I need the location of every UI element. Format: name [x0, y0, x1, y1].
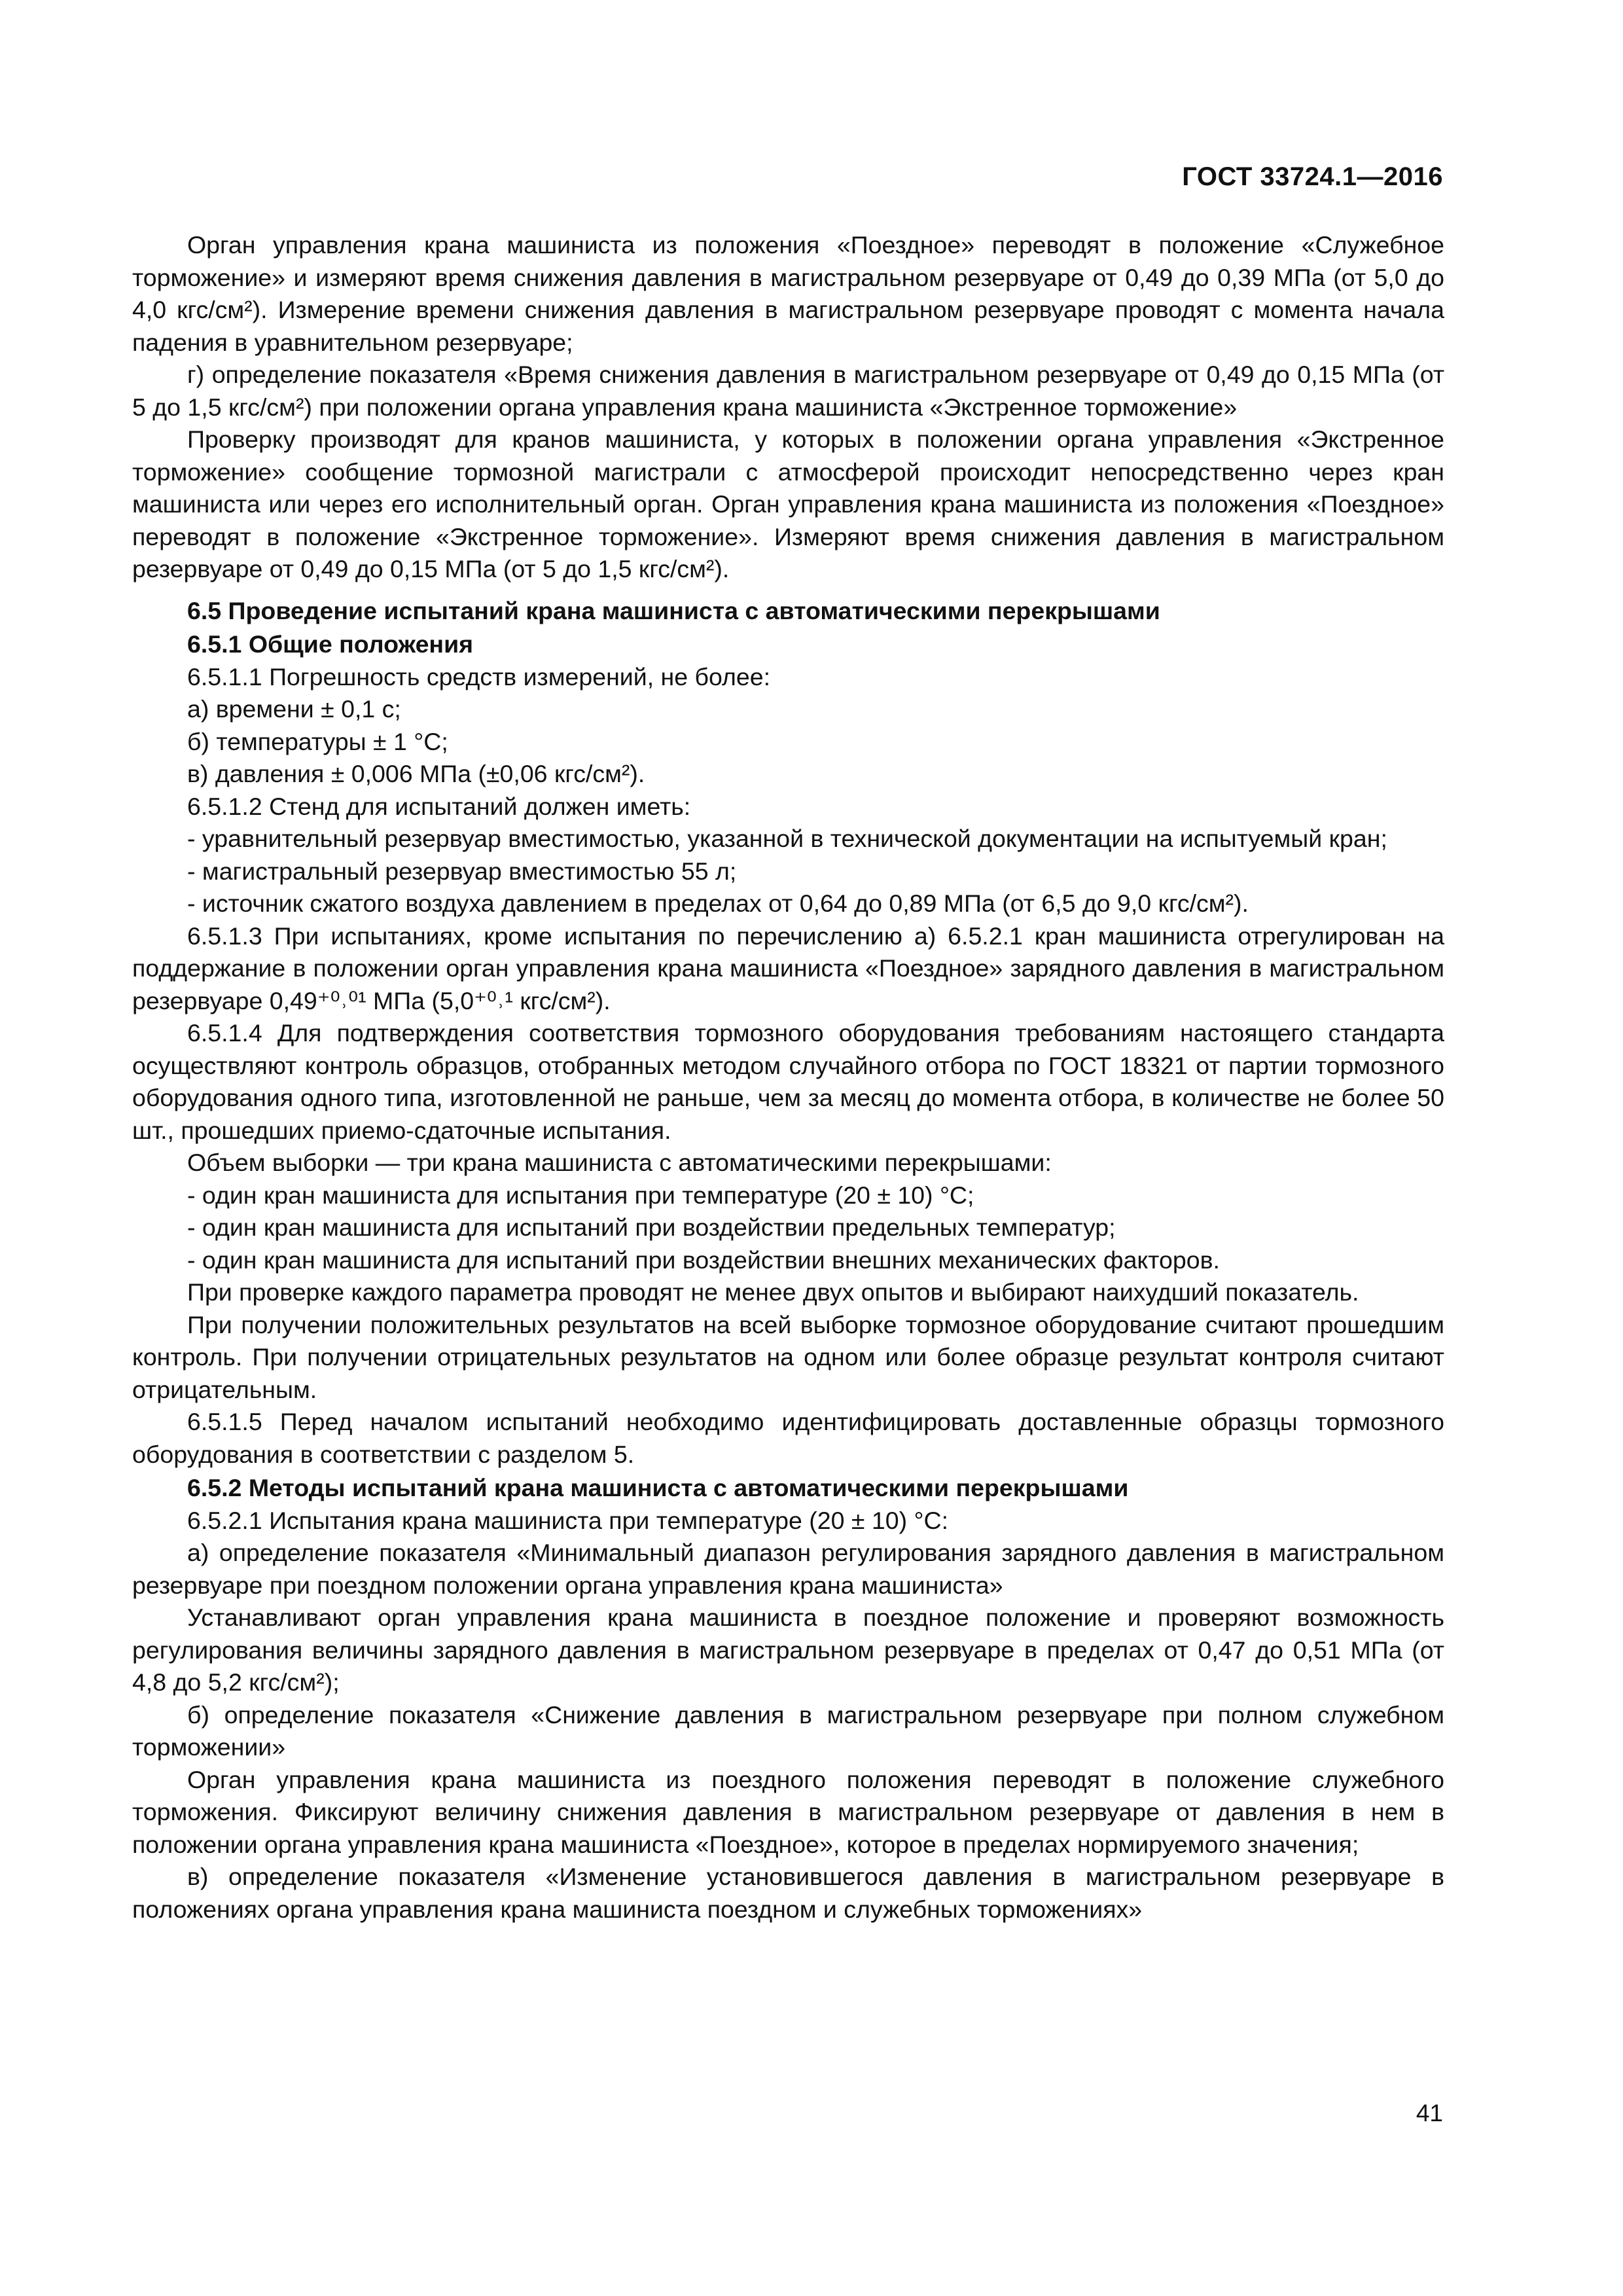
dash-list-item: - один кран машиниста для испытания при температуре (20 ± 10) °С;	[187, 1181, 974, 1209]
dash-list-item: - магистральный резервуар вместимостью 55 л;	[187, 857, 737, 885]
paragraph: Орган управления крана машиниста из положения «Поездное» переводят в положение «Служебное торможение» и измеряют время снижения давления в магистральном резервуаре от 0,49 до 0,39 МПа (от 5,0 до 4,0 кгс/см²). Измерение времени снижения давления в магистральном резервуаре проводят с момента начала падения в уравнительном резервуаре;	[132, 231, 1444, 356]
paragraph: При проверке каждого параметра проводят не менее двух опытов и выбирают наихудший показатель.	[187, 1278, 1359, 1306]
paragraph: б) определение показателя «Снижение давления в магистральном резервуаре при полном служебном торможении»	[132, 1700, 1444, 1761]
list-item: а) времени ± 0,1 с;	[187, 695, 401, 723]
paragraph: г) определение показателя «Время снижения давления в магистральном резервуаре от 0,49 до 0,15 МПа (от 5 до 1,5 кгс/см²) при положении органа управления крана машиниста «Экстренное торможение»	[132, 361, 1444, 421]
paragraph: 6.5.1.5 Перед началом испытаний необходимо идентифицировать доставленные образцы тормозного оборудования в соответствии с разделом 5.	[132, 1408, 1444, 1468]
dash-list-item: - источник сжатого воздуха давлением в пределах от 0,64 до 0,89 МПа (от 6,5 до 9,0 кгс/см²).	[187, 889, 1249, 917]
paragraph: а) определение показателя «Минимальный диапазон регулирования зарядного давления в магистральном резервуаре при поездном положении органа управления крана машиниста»	[132, 1539, 1444, 1599]
section-heading: 6.5 Проведение испытаний крана машиниста с автоматическими перекрышами	[187, 596, 1160, 624]
list-item: в) давления ± 0,006 МПа (±0,06 кгс/см²).	[187, 760, 645, 787]
paragraph: Объем выборки — три крана машиниста с автоматическими перекрышами:	[187, 1149, 1052, 1176]
paragraph: 6.5.1.1 Погрешность средств измерений, не более:	[187, 662, 771, 691]
paragraph: в) определение показателя «Изменение установившегося давления в магистральном резервуаре в положениях органа управления крана машиниста поездном и служебных торможениях»	[132, 1863, 1444, 1923]
list-item: б) температуры ± 1 °С;	[187, 727, 448, 755]
paragraph: При получении положительных результатов на всей выборке тормозное оборудование считают прошедшим контроль. При получении отрицательных результатов на одном или более образце результат контроля считают отрицательным.	[132, 1310, 1444, 1403]
paragraph: 6.5.2.1 Испытания крана машиниста при температуре (20 ± 10) °С:	[187, 1506, 949, 1534]
paragraph: Устанавливают орган управления крана машиниста в поездное положение и проверяют возможность регулирования величины зарядного давления в магистральном резервуаре в пределах от 0,47 до 0,51 МПа (от 4,8 до 5,2 кгс/см²);	[132, 1604, 1444, 1696]
paragraph: 6.5.1.2 Стенд для испытаний должен иметь:	[187, 792, 691, 820]
document-body	[132, 229, 1444, 1926]
paragraph: 6.5.1.3 При испытаниях, кроме испытания по перечислению а) 6.5.2.1 кран машиниста отрегулирован на поддержание в положении орган управления крана машиниста «Поездное» зарядного давления в магистральном резервуаре 0,49⁺⁰˒⁰¹ МПа (5,0⁺⁰˒¹ кгс/см²).	[132, 922, 1444, 1014]
page-number: 41	[1416, 2100, 1443, 2126]
paragraph: Орган управления крана машиниста из поездного положения переводят в положение служебного торможения. Фиксируют величину снижения давления в магистральном резервуаре от давления в нем в положении органа управления крана машиниста «Поездное», которое в пределах нормируемого значения;	[132, 1765, 1444, 1858]
paragraph: Проверку производят для кранов машиниста, у которых в положении органа управления «Экстренное торможение» сообщение тормозной магистрали с атмосферой происходит непосредственно через кран машиниста или через его исполнительный орган. Орган управления крана машиниста из положения «Поездное» переводят в положение «Экстренное торможение». Измеряют время снижения давления в магистральном резервуаре от 0,49 до 0,15 МПа (от 5 до 1,5 кгс/см²).	[132, 425, 1444, 583]
dash-list-item: - один кран машиниста для испытаний при воздействии предельных температур;	[187, 1213, 1116, 1241]
paragraph: 6.5.1.4 Для подтверждения соответствия тормозного оборудования требованиям настоящего стандарта осуществляют контроль образцов, отобранных методом случайного отбора по ГОСТ 18321 от партии тормозного оборудования одного типа, изготовленной не раньше, чем за месяц до момента отбора, в количестве не более 50 шт., прошедших приемо-сдаточные испытания.	[132, 1019, 1444, 1144]
subsection-heading: 6.5.2 Методы испытаний крана машиниста с автоматическими перекрышами	[187, 1474, 1129, 1501]
dash-list-item: - уравнительный резервуар вместимостью, указанной в технической документации на испытуемый кран;	[187, 825, 1387, 852]
subsection-heading: 6.5.1 Общие положения	[187, 630, 474, 658]
dash-list-item: - один кран машиниста для испытаний при воздействии внешних механических факторов.	[187, 1246, 1220, 1274]
standard-header: ГОСТ 33724.1—2016	[1182, 162, 1443, 191]
